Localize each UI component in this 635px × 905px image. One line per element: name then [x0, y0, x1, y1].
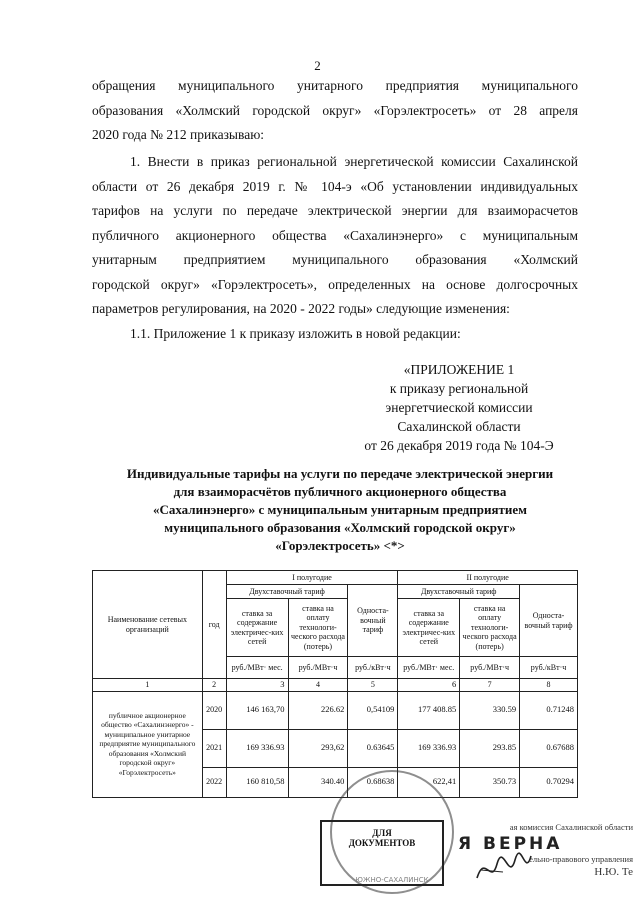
unit-kwh-1: руб./кВт·ч: [348, 657, 398, 679]
header-rate-loss-2: ставка на оплату технологи-ческого расхода (потерь): [460, 599, 520, 657]
appendix-line-3: энергетчиеской комиссии: [385, 400, 533, 415]
intro-line-2: образования «Холмский городской округ» «Горэлектросеть» от 28 апреля: [92, 102, 578, 118]
header-one-part-2: Односта-вочный тариф: [520, 585, 578, 657]
appendix-heading: [339, 360, 579, 455]
para1-line-7: параметров регулирования, на 2020 - 2022 годы» следующие изменения:: [92, 301, 510, 316]
table-title: [90, 465, 590, 555]
para1-line-1: 1. Внести в приказ региональной энергетической комиссии Сахалинской: [130, 154, 578, 169]
para1-line-5: унитарным предприятием муниципального образования «Холмский: [92, 252, 578, 267]
header-half-2: II полугодие: [398, 571, 578, 585]
unit-mw-mes-2: руб./МВт· мес.: [398, 657, 460, 679]
appendix-line-4: Сахалинской области: [397, 419, 521, 434]
cell-rate-loss-h2: 293.85: [460, 729, 520, 767]
header-half-1: I полугодие: [226, 571, 398, 585]
col-num-8: 8: [520, 679, 578, 692]
header-year: год: [202, 571, 226, 679]
header-two-part-2: Двухставочный тариф: [398, 585, 520, 599]
unit-mwh-1: руб./МВт·ч: [288, 657, 348, 679]
copy-verna: Я ВЕРНА: [458, 834, 563, 854]
row-year: 2022: [202, 767, 226, 797]
seal-text: ЮЖНО-САХАЛИНСК: [355, 876, 429, 884]
cell-one-part-h2: 0.70294: [520, 767, 578, 797]
header-rate-maint-2: ставка за содержание электричес-ких сетей: [398, 599, 460, 657]
para1-line-3: тарифов на услуги по передаче электрической энергии для взаиморасчетов: [92, 203, 578, 218]
tariff-table: [92, 570, 578, 798]
unit-mw-mes-1: руб./МВт· мес.: [226, 657, 288, 679]
title-line-3: «Сахалинэнерго» с муниципальным унитарным предприятием: [152, 502, 528, 517]
col-num-7: 7: [460, 679, 520, 692]
title-line-1: Индивидуальные тарифы на услуги по передаче электрической энергии: [126, 466, 554, 481]
header-rate-loss-1: ставка на оплату технологи-ческого расхода (потерь): [288, 599, 348, 657]
commission-text: ая комиссия Сахалинской области: [509, 822, 633, 832]
unit-mwh-2: руб./МВт·ч: [460, 657, 520, 679]
title-line-4: муниципального образования «Холмский городской округ»: [164, 520, 516, 535]
cell-rate-maint-h2: 622,41: [398, 767, 460, 797]
cell-rate-maint-h1: 169 336.93: [226, 729, 288, 767]
signature-icon: [473, 848, 533, 888]
cell-rate-loss-h1: 340.40: [288, 767, 348, 797]
cell-one-part-h2: 0.71248: [520, 691, 578, 729]
docs-line-1: ДЛЯ: [372, 828, 392, 838]
cell-rate-loss-h2: 350.73: [460, 767, 520, 797]
cell-one-part-h1: 0.68638: [348, 767, 398, 797]
paragraph-1: [92, 150, 578, 346]
col-num-3: 3: [226, 679, 288, 692]
title-line-5: «Горэлектросеть» <*>: [275, 538, 405, 553]
table-row: [93, 691, 578, 729]
para1-line-4: публичного акционерного общества «Сахалинэнерго» с муниципальным: [92, 227, 578, 243]
dept-text: ельно-правового управления: [529, 854, 633, 864]
cell-one-part-h1: 0.63645: [348, 729, 398, 767]
cell-rate-loss-h1: 226.62: [288, 691, 348, 729]
col-num-1: 1: [93, 679, 203, 692]
cell-rate-maint-h2: 177 408.85: [398, 691, 460, 729]
para1-line-6: городской округ» «Горэлектросеть», определенных на основе долгосрочных: [92, 276, 578, 292]
docs-stamp-box: [320, 820, 444, 886]
cell-rate-loss-h2: 330.59: [460, 691, 520, 729]
paragraph-1-1: 1.1. Приложение 1 к приказу изложить в новой редакции:: [130, 325, 461, 341]
appendix-line-5: от 26 декабря 2019 года № 104-Э: [364, 438, 554, 453]
intro-line-1: обращения муниципального унитарного предприятия муниципального: [92, 78, 578, 93]
docs-line-2: ДОКУМЕНТОВ: [348, 838, 416, 848]
cell-rate-maint-h1: 160 810,58: [226, 767, 288, 797]
cell-rate-maint-h1: 146 163,70: [226, 691, 288, 729]
col-num-4: 4: [288, 679, 348, 692]
intro-line-3: 2020 года № 212 приказываю:: [92, 127, 265, 142]
page-number: 2: [314, 58, 321, 73]
row-year: 2021: [202, 729, 226, 767]
para1-line-2: области от 26 декабря 2019 г. № 104-э «Об установлении индивидуальных: [92, 178, 578, 194]
appendix-line-2: к приказу региональной: [389, 381, 529, 396]
row-year: 2020: [202, 691, 226, 729]
appendix-line-1: «ПРИЛОЖЕНИЕ 1: [403, 362, 515, 377]
org-name: публичное акционерное общество «Сахалинэнерго» - муниципальное унитарное предприятие муниципального образования «Холмский городской округ» «Горэлектросеть»: [93, 691, 203, 797]
unit-kwh-2: руб./кВт·ч: [520, 657, 578, 679]
cell-one-part-h1: 0,54109: [348, 691, 398, 729]
signatory-name: Н.Ю. Те: [594, 866, 633, 878]
cell-one-part-h2: 0.67688: [520, 729, 578, 767]
intro-paragraph: [92, 74, 578, 148]
cell-rate-loss-h1: 293,62: [288, 729, 348, 767]
col-num-6: 6: [398, 679, 460, 692]
header-two-part-1: Двухставочный тариф: [226, 585, 348, 599]
col-num-2: 2: [202, 679, 226, 692]
cell-rate-maint-h2: 169 336.93: [398, 729, 460, 767]
header-org: Наименование сетевых организаций: [93, 571, 203, 679]
title-line-2: для взаиморасчётов публичного акционерного общества: [173, 484, 507, 499]
header-one-part-1: Односта-вочный тариф: [348, 585, 398, 657]
col-num-5: 5: [348, 679, 398, 692]
header-rate-maint-1: ставка за содержание электричес-ких сетей: [226, 599, 288, 657]
